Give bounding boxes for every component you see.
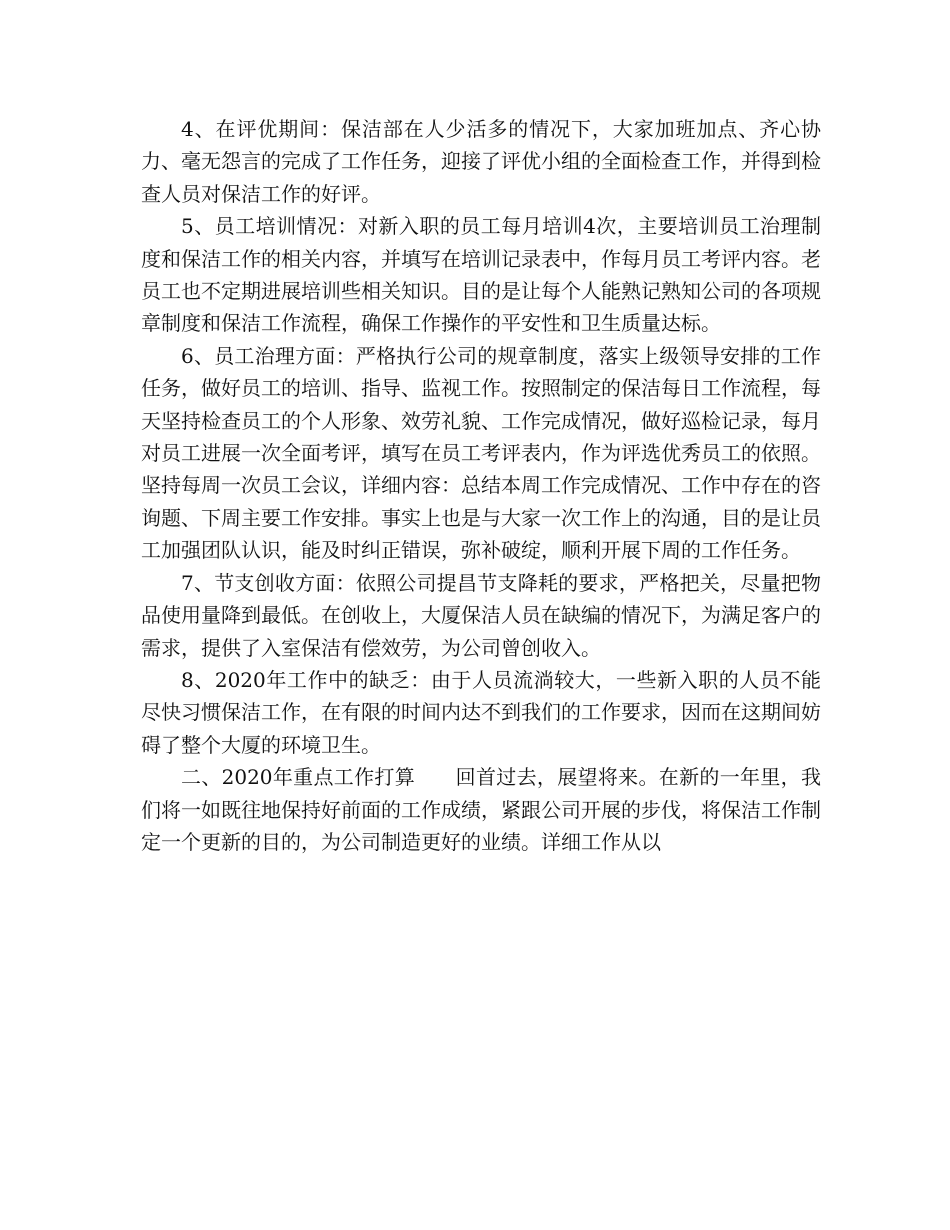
paragraph-2020-plan: 二、2020年重点工作打算 回首过去，展望将来。在新的一年里，我们将一如既往地保持好前面的工作成绩，紧跟公司开展的步伐，将保洁工作制定一个更新的目的，为公司制造更好的业绩。详细工作从以 [141,765,821,854]
paragraph-5-training: 5、员工培训情况：对新入职的员工每月培训4次，主要培训员工治理制度和保洁工作的相关内容，并填写在培训记录表中，作每月员工考评内容。老员工也不定期进展培训些相关知识。目的是让每个人能熟记熟知公司的各项规章制度和保洁工作流程，确保工作操作的平安性和卫生质量达标。 [141,214,821,336]
paragraph-8-shortcomings: 8、2020年工作中的缺乏：由于人员流淌较大，一些新入职的人员不能尽快习惯保洁工作，在有限的时间内达不到我们的工作要求，因而在这期间妨碍了整个大厦的环境卫生。 [141,667,821,757]
document-body [141,113,821,858]
paragraph-7-cost-saving: 7、节支创收方面：依照公司提昌节支降耗的要求，严格把关，尽量把物品使用量降到最低。在创收上，大厦保洁人员在缺编的情况下，为满足客户的需求，提供了入室保洁有偿效劳，为公司曾创收入。 [141,570,821,660]
paragraph-4-evaluation: 4、在评优期间：保洁部在人少活多的情况下，大家加班加点、齐心协力、毫无怨言的完成了工作任务，迎接了评优小组的全面检查工作，并得到检查人员对保洁工作的好评。 [141,117,821,206]
paragraph-6-management: 6、员工治理方面：严格执行公司的规章制度，落实上级领导安排的工作任务，做好员工的培训、指导、监视工作。按照制定的保洁每日工作流程，每天坚持检查员工的个人形象、效劳礼貌、工作完成情况，做好巡检记录，每月对员工进展一次全面考评，填写在员工考评表内，作为评选优秀员工的依照。坚持每周一次员工会议，详细内容：总结本周工作完成情况、工作中存在的咨询题、下周主要工作安排。事实上也是与大家一次工作上的沟通，目的是让员工加强团队认识，能及时纠正错误，弥补破绽，顺利开展下周的工作任务。 [141,343,821,563]
